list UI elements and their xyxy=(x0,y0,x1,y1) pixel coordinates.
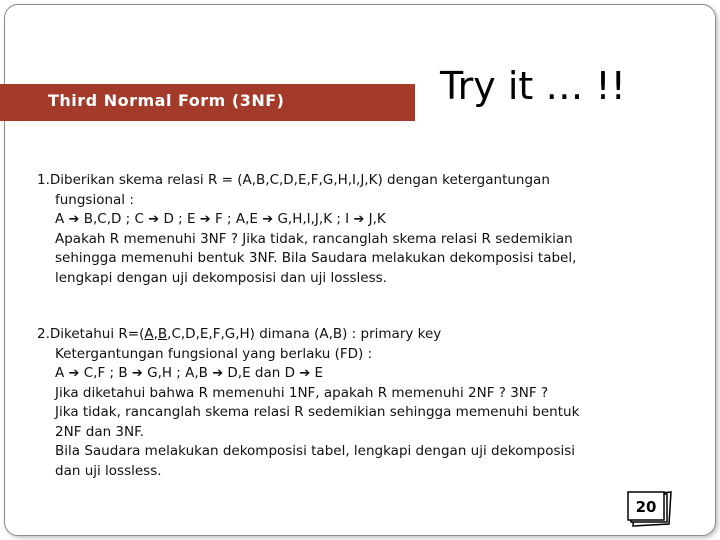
section-title: Third Normal Form (3NF) xyxy=(48,91,285,110)
fd-text: A xyxy=(55,211,69,227)
question-2-line-1 xyxy=(37,325,579,345)
fd-text: C,F ; B xyxy=(79,365,132,381)
fd-text: E xyxy=(310,365,324,381)
question-1-line-6: lengkapi dengan uji dekomposisi dan uji lossless. xyxy=(55,269,387,286)
fd-text: G,H ; A,B xyxy=(142,365,213,381)
question-1-line-4: Apakah R memenuhi 3NF ? Jika tidak, rancanglah skema relasi R sedemikian xyxy=(55,230,573,247)
fd-text: J,K xyxy=(364,211,386,227)
question-1-fd-list xyxy=(37,210,576,230)
right-arrow-icon: ➔ xyxy=(148,212,160,227)
right-arrow-icon: ➔ xyxy=(68,366,80,381)
question-2-line-8: dan uji lossless. xyxy=(55,462,162,479)
question-2-line-2: Ketergantungan fungsional yang berlaku (FD) : xyxy=(55,345,373,362)
question-1-line-1: 1.Diberikan skema relasi R = (A,B,C,D,E,F,G,H,I,J,K) dengan ketergantungan xyxy=(37,172,550,188)
fd-text: G,H,I,J,K ; I xyxy=(273,211,354,227)
question-2-line-7: Bila Saudara melakukan dekomposisi tabel, lengkapi dengan uji dekomposisi xyxy=(55,443,576,459)
fd-text: B,C,D ; C xyxy=(79,211,149,227)
fd-text: D,E dan D xyxy=(223,365,300,381)
slide-title: Try it … !! xyxy=(440,64,626,108)
right-arrow-icon: ➔ xyxy=(353,212,365,227)
right-arrow-icon: ➔ xyxy=(299,366,311,381)
question-2-line-4: Jika diketahui bahwa R memenuhi 1NF, apakah R memenuhi 2NF ? 3NF ? xyxy=(55,384,549,401)
question-2-text: 2.Diketahui R=( xyxy=(37,326,145,342)
fd-text: A xyxy=(55,365,69,381)
primary-key-attr: A xyxy=(144,326,154,342)
question-1-line-5: sehingga memenuhi bentuk 3NF. Bila Saudara melakukan dekomposisi tabel, xyxy=(55,250,577,266)
question-2-text: , xyxy=(153,326,158,342)
question-2-text: ,C,D,E,F,G,H) dimana (A,B) : primary key xyxy=(167,326,442,342)
right-arrow-icon: ➔ xyxy=(212,366,224,381)
fd-text: D ; E xyxy=(159,211,200,227)
question-2 xyxy=(37,325,579,481)
right-arrow-icon: ➔ xyxy=(131,366,143,381)
right-arrow-icon: ➔ xyxy=(199,212,211,227)
question-2-line-6: 2NF dan 3NF. xyxy=(55,423,145,440)
question-1 xyxy=(37,171,576,288)
primary-key-attr: B xyxy=(157,326,168,342)
question-2-line-5: Jika tidak, rancanglah skema relasi R sedemikian sehingga memenuhi bentuk xyxy=(55,404,580,420)
right-arrow-icon: ➔ xyxy=(262,212,274,227)
question-1-line-2: fungsional : xyxy=(55,191,134,208)
page-number: 20 xyxy=(635,498,657,516)
question-2-fd-list xyxy=(37,364,579,384)
right-arrow-icon: ➔ xyxy=(68,212,80,227)
fd-text: F ; A,E xyxy=(210,211,263,227)
